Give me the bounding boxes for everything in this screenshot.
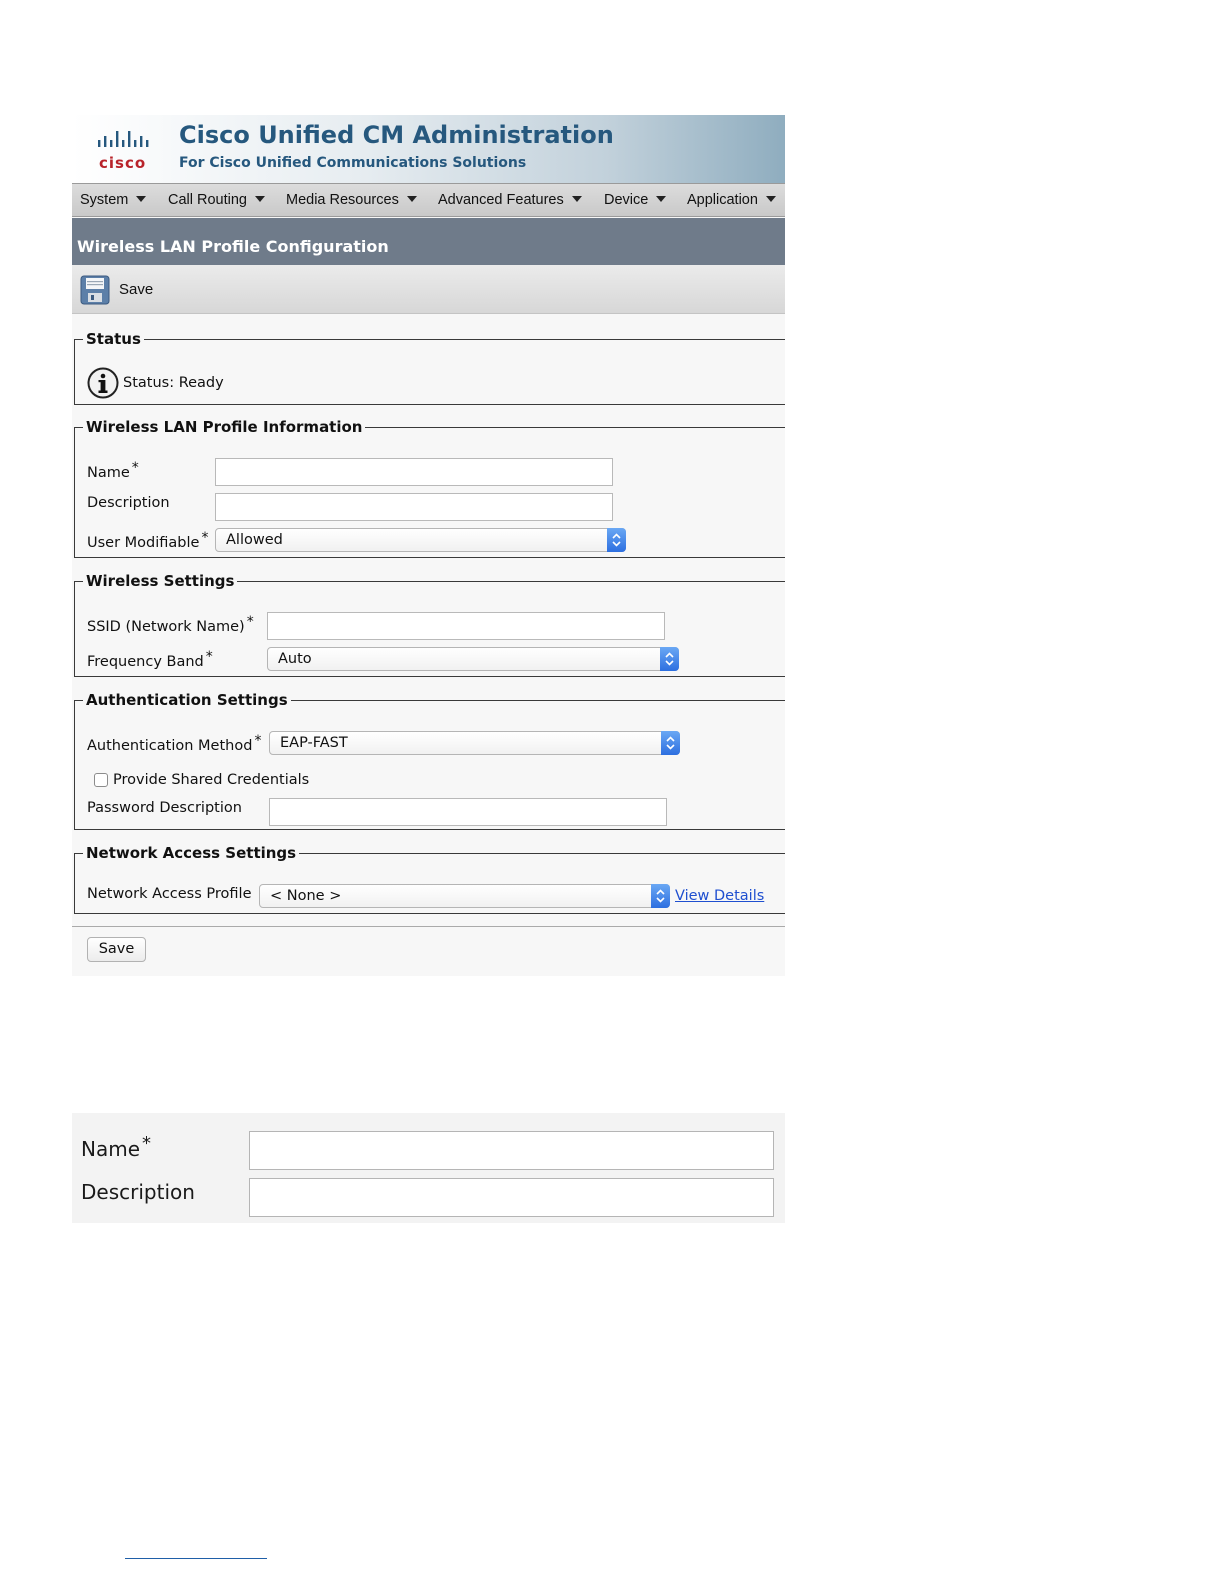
frequency-band-label-text: Frequency Band <box>87 654 204 670</box>
menu-application[interactable] <box>687 192 776 208</box>
password-description-input[interactable] <box>269 798 667 826</box>
menu-label: Media Resources <box>286 192 399 208</box>
zoom-name-label <box>81 1133 151 1161</box>
status-text: Status: Ready <box>123 375 224 391</box>
main-menu-bar <box>72 183 785 217</box>
menu-label: Call Routing <box>168 192 247 208</box>
profile-info-section <box>74 418 785 558</box>
required-marker: * <box>201 530 209 546</box>
required-marker: * <box>131 460 139 476</box>
zoom-name-label-text: Name <box>81 1137 141 1161</box>
bottom-button-bar <box>72 926 785 976</box>
info-icon <box>87 367 119 399</box>
floppy-disk-icon <box>80 275 110 305</box>
page-header <box>72 218 785 265</box>
authentication-settings-legend: Authentication Settings <box>86 691 288 709</box>
required-marker: * <box>142 1133 152 1154</box>
zoom-name-input[interactable] <box>249 1131 774 1170</box>
chevron-down-icon <box>766 196 776 202</box>
user-modifiable-select[interactable] <box>215 528 626 552</box>
chevron-down-icon <box>407 196 417 202</box>
menu-media-resources[interactable] <box>286 192 417 208</box>
toolbar <box>72 265 785 314</box>
menu-advanced-features[interactable] <box>438 192 582 208</box>
network-access-profile-select[interactable] <box>259 884 670 908</box>
toolbar-save-label: Save <box>119 281 154 298</box>
required-marker: * <box>205 649 213 665</box>
auth-method-label <box>87 733 261 754</box>
name-input[interactable] <box>215 458 613 486</box>
required-marker: * <box>254 733 262 749</box>
name-label <box>87 460 139 481</box>
select-stepper-icon <box>651 884 670 908</box>
zoom-description-input[interactable] <box>249 1178 774 1217</box>
menu-label: Application <box>687 192 758 208</box>
auth-method-select[interactable] <box>269 731 680 755</box>
chevron-down-icon <box>255 196 265 202</box>
auth-method-label-text: Authentication Method <box>87 738 253 754</box>
frequency-band-value: Auto <box>278 651 312 667</box>
select-stepper-icon <box>607 528 626 552</box>
page-title: Wireless LAN Profile Configuration <box>77 237 389 256</box>
cisco-wordmark: cisco <box>99 154 147 172</box>
name-label-text: Name <box>87 465 130 481</box>
menu-device[interactable] <box>604 192 666 208</box>
menu-label: System <box>80 192 129 208</box>
frequency-band-label <box>87 649 213 670</box>
description-label: Description <box>87 495 170 511</box>
chevron-down-icon <box>656 196 666 202</box>
chevron-down-icon <box>136 196 146 202</box>
authentication-settings-section <box>74 691 785 830</box>
footnote-divider <box>125 1558 267 1559</box>
select-stepper-icon <box>660 647 679 671</box>
menu-label: Advanced Features <box>438 192 564 208</box>
zoom-description-label: Description <box>81 1180 195 1204</box>
menu-system[interactable] <box>80 192 146 208</box>
shared-credentials-label: Provide Shared Credentials <box>113 772 310 788</box>
toolbar-save-button[interactable] <box>80 275 154 305</box>
zoomed-name-description-fields <box>72 1113 785 1223</box>
network-access-profile-label: Network Access Profile <box>87 886 252 902</box>
frequency-band-select[interactable] <box>267 647 679 671</box>
cisco-logo <box>94 127 156 171</box>
save-button[interactable]: Save <box>87 937 146 962</box>
menu-label: Device <box>604 192 649 208</box>
network-access-settings-legend: Network Access Settings <box>86 844 297 862</box>
user-modifiable-value: Allowed <box>226 532 283 548</box>
app-subtitle: For Cisco Unified Communications Solutions <box>179 155 527 171</box>
status-legend: Status <box>86 330 141 348</box>
ucm-screenshot <box>72 115 785 975</box>
user-modifiable-label <box>87 530 208 551</box>
shared-credentials-checkbox[interactable] <box>94 773 108 787</box>
auth-method-value: EAP-FAST <box>280 735 348 751</box>
view-details-link[interactable]: View Details <box>675 888 765 904</box>
wireless-settings-section <box>74 572 785 677</box>
required-marker: * <box>246 614 254 630</box>
app-banner <box>72 115 785 183</box>
select-stepper-icon <box>661 731 680 755</box>
network-access-settings-section <box>74 844 785 914</box>
profile-info-legend: Wireless LAN Profile Information <box>86 418 363 436</box>
chevron-down-icon <box>572 196 582 202</box>
ssid-label <box>87 614 254 635</box>
user-modifiable-label-text: User Modifiable <box>87 535 200 551</box>
ssid-label-text: SSID (Network Name) <box>87 619 245 635</box>
status-section <box>74 330 785 405</box>
menu-call-routing[interactable] <box>168 192 265 208</box>
network-access-profile-value: < None > <box>270 888 342 904</box>
password-description-label: Password Description <box>87 800 242 816</box>
app-title: Cisco Unified CM Administration <box>179 121 614 149</box>
ssid-input[interactable] <box>267 612 665 640</box>
description-input[interactable] <box>215 493 613 521</box>
wireless-settings-legend: Wireless Settings <box>86 572 235 590</box>
